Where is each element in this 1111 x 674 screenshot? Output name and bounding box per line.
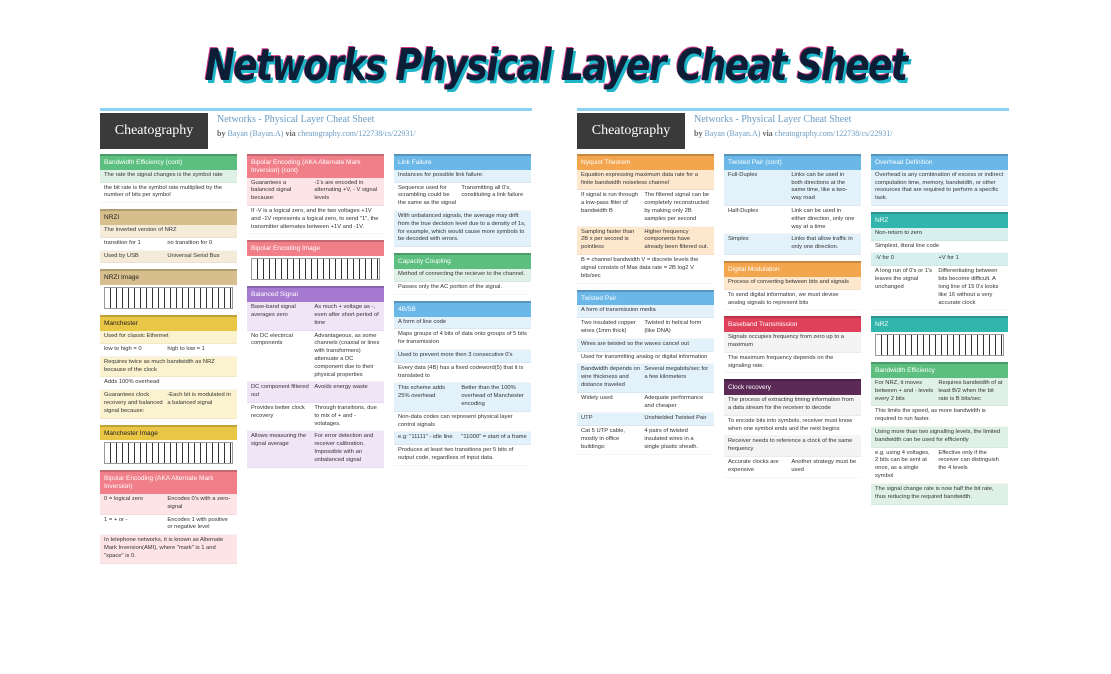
row-description: Link can be used in either direction, only one way at a time [791,208,855,230]
signal-diagram-image [251,258,380,280]
row-description: As much + voltage as -, even after short period of time [314,304,379,326]
section-box [100,209,237,263]
section-row [247,331,384,383]
section-row [871,406,1008,427]
sheet-header [100,108,532,152]
row-term: the bit rate is the symbol rate multiplied by the number of bits per symbol [104,184,222,199]
row-term: Process of converting between bits and signals [728,278,849,285]
section-box [394,301,531,466]
section-row [100,515,237,536]
row-term: This limits the speed, as more bandwidth is required to run faster. [875,408,986,423]
row-term: The inverted version of NRZ [104,227,177,234]
section-heading: Bandwidth Efficiency (cont) [100,154,237,170]
section-box [100,315,237,418]
row-term: Signals occupies frequency from zero up to a maximum [728,334,845,348]
row-term: Non-return to zero [875,229,923,236]
row-term: e.g. using 4 voltages, 2 bits can be sent at once, as a single symbol [875,449,930,480]
row-description: Twisted in helical form (like DNA) [644,320,702,334]
row-description: Several megabits/sec for a few kilometers [644,366,709,381]
section-box [100,425,237,465]
url-link[interactable]: cheatography.com/122738/cs/22931/ [774,129,893,138]
author-link[interactable]: Bayan (Bayan.A) [704,129,761,138]
row-term: No DC electrical components [251,332,293,347]
section-row [100,183,237,204]
row-term: The rate the signal changes is the symbol rate [104,171,223,178]
row-term: transition for 1 [104,239,141,246]
row-term: If signal is run through a low-pass filter of bandwidth B [581,192,639,215]
row-term: 1 = + or - [104,516,128,523]
section-row [577,339,714,352]
section-box [871,212,1008,310]
section-row [724,277,861,290]
row-term: A form of transmission media [581,307,656,314]
section-row [724,234,861,255]
section-box [100,154,237,203]
row-description: The filtered signal can be completely reconstructed by making only 2B samples per second [644,192,710,222]
row-term: B = channel bandwidth V = discrete levels the signal consists of Max data rate = 2B log2 V bits/sec [581,257,699,279]
row-term: Used to prevent more then 3 consecutive 0's [398,351,513,358]
row-term: Cat 5 UTP cable, mostly in office buildings: [581,428,626,450]
section-row [724,170,861,206]
row-term: A long run of 0's or 1's leaves the signal unchanged [875,268,932,290]
section-row [100,377,237,390]
section-heading: Baseband Transmission [724,316,861,332]
column-3 [394,154,531,472]
sheet-title[interactable]: Networks - Physical Layer Cheat Sheet [217,114,375,125]
page-title: Networks Physical Layer Cheat Sheet [204,40,907,91]
section-row [724,332,861,353]
section-row [100,390,237,418]
section-box [394,253,531,294]
row-term: 0 = logical zero [104,495,144,502]
section-heading: Manchester [100,315,237,331]
row-term: DC component filtered out [251,384,309,399]
row-term: -V for 0 [875,255,895,262]
row-term: Produces at least two transitions per 5 bits of output code, regardless of input data. [398,447,514,462]
row-description: Links can be used in both directions at the same time, like a two-way road [791,171,848,202]
section-heading: Overhead Definition [871,154,1008,170]
section-box [577,290,714,455]
section-heading: Manchester Image [100,425,237,441]
row-description: Through transitions, due to mix of + and - volatages. [314,405,377,427]
row-term: Method of connecting the reciever to the channel. [398,271,525,278]
row-term: Using more than two signalling levels, the limited bandwidth can be used for efficiently [875,429,1001,443]
section-row [394,383,531,411]
row-term: Sequence used for scrambling could be the same as the signal [398,184,457,207]
row-description: Adequate performance and cheaper [644,394,704,409]
row-term: A form of line code [398,318,447,325]
row-term: Sampling faster than 2B x per second is pointless [581,228,635,251]
row-term: Used for transmitting analog or digital information [581,353,708,360]
row-term: Accurate clocks are expensive [728,459,779,473]
row-term: Simplex [728,236,749,243]
column-2 [724,154,861,484]
row-term: Instances for possible link failure: [398,171,484,178]
row-description: Avoids energy waste [314,384,368,391]
row-description: Better than the 100% overhead of Manchester encoding [461,385,524,408]
section-box [871,362,1008,504]
section-row [100,251,237,264]
section-row [871,378,1008,406]
section-row [394,363,531,384]
section-row [724,353,861,374]
row-term: Two insulated copper wires (1mm thick) [581,320,636,334]
section-row [577,426,714,454]
section-row [100,344,237,357]
section-row [394,269,531,282]
section-box [100,470,237,563]
row-term: Simplest, literal line code [875,242,940,249]
section-row [724,395,861,416]
signal-diagram-image [104,287,233,309]
column-2 [247,154,384,474]
section-row [577,352,714,365]
row-term: Passes only the AC portion of the signal. [398,283,503,290]
sheet-header [577,108,1009,152]
section-row [724,436,861,457]
sheet-title[interactable]: Networks - Physical Layer Cheat Sheet [694,114,852,125]
row-term: Bandwidth depends on wire thickness and distance traveled [581,366,640,389]
section-row [394,329,531,350]
section-box [100,269,237,309]
section-row [100,238,237,251]
author-link[interactable]: Bayan (Bayan.A) [227,129,284,138]
section-box [724,316,861,373]
section-row [394,170,531,183]
section-row [871,170,1008,206]
section-row [100,535,237,563]
row-description: no transition for 0 [167,239,213,246]
row-term: low to high = 0 [104,345,142,352]
section-row [577,413,714,426]
section-row [871,427,1008,448]
row-term: If -V is a logical zero, and the two voltages +1V and -1V represents a logical zero, to send "1", the transmitter alternates between +1V and -1V. [251,208,379,230]
section-row [577,318,714,339]
row-term: The maximum frequency depends on the signaling rate. [728,354,834,369]
section-heading: NRZ [871,212,1008,228]
section-row [871,448,1008,484]
section-box [724,261,861,310]
section-row [394,445,531,466]
section-row [724,457,861,478]
section-row [577,190,714,226]
row-description: Higher frequency components have already been filtered out. [644,228,709,251]
section-heading: Link Failure [394,154,531,170]
section-row [394,211,531,247]
row-description: Effective only if the receiver can distinguish the 4 levels [938,449,999,472]
row-description: Another strategy must be used [791,459,857,473]
signal-diagram-image [875,334,1004,356]
row-description: Advantageous, as some channels (coaxial or lines with transformers) attenuate a DC component due to their physical properties [314,332,380,378]
url-link[interactable]: cheatography.com/122738/cs/22931/ [297,129,416,138]
row-description: "11000" = start of a frame [461,434,527,441]
row-term: UTP [581,415,593,422]
section-row [100,225,237,238]
section-row [871,241,1008,254]
section-row [577,305,714,318]
row-description: Encodes 0's with a zero-signal [167,495,231,510]
section-heading: Nyquist Theorem [577,154,714,170]
row-term: The process of extracting timing information from a data stream for the receiver to decode [728,397,854,411]
section-row [394,317,531,330]
row-term: For NRZ, it moves between + and - levels every 2 bits [875,379,934,402]
section-row [247,178,384,206]
section-heading: 4B/5B [394,301,531,317]
column-1 [100,154,237,570]
section-row [394,350,531,363]
section-heading: Twisted Pair (cont) [724,154,861,170]
row-description: Transmitting all 0's, constituting a link failure [461,184,524,199]
column-1 [577,154,714,461]
row-term: In telephone networks, it is known as Alternate Mark Inversion(AMI), where "mark" is 1 and "space" is 0. [104,537,224,559]
section-heading: NRZI Image [100,269,237,285]
row-description: For error detection and receiver calibration. Impossible with an unbalanced signal [314,433,374,463]
section-row [577,364,714,392]
row-term: This scheme adds 25% overhead [398,385,446,400]
section-heading: Capacity Coupling [394,253,531,269]
section-row [247,302,384,330]
section-box [394,154,531,247]
section-row [871,266,1008,310]
cheat-sheet-page-1 [100,108,532,660]
section-row [871,484,1008,505]
section-row [394,432,531,445]
section-row [394,183,531,211]
row-description: +V for 1 [938,255,959,262]
row-term: Used by USB [104,252,139,259]
row-term: Half-Duplex [728,208,759,215]
signal-diagram-image [104,442,233,464]
row-term: Maps groups of 4 bits of data onto groups of 5 bits for transmission [398,331,527,346]
section-heading: Balanced Signal [247,286,384,302]
row-term: Overhead is any combination of excess or indirect computation time, memory, bandwidth, or other resources that are required to perform a specific task. [875,171,1004,202]
row-term: Base-band signal averages zero [251,304,296,318]
section-row [394,282,531,295]
row-description: Requires bandwidth of at least B/2 when the bit rate is B bits/sec [938,379,1003,402]
sheet-byline: by Bayan (Bayan.A) via cheatography.com/122738/cs/22931/ [694,129,893,138]
section-heading: Bipolar Encoding Image [247,240,384,256]
row-description: high to low = 1 [167,345,205,352]
row-term: Guarantees a balanced signal because: [251,179,292,202]
section-row [100,357,237,378]
row-description: -Each bit is modulated in a balanced signal [167,392,231,406]
section-row [871,253,1008,266]
cheatography-logo[interactable]: Cheatography [100,113,208,149]
section-box [724,154,861,255]
section-row [100,170,237,183]
section-heading: Digital Modulation [724,261,861,277]
row-description: Encodes 1 with positive or negative level [167,516,228,531]
section-heading: NRZ [871,316,1008,332]
section-row [724,290,861,311]
section-row [724,416,861,437]
row-term: With unbalanced signals, the average may drift from the true decision level due to a density of 1s, for example, which would cause more symbols to be decoded with errors. [398,213,526,243]
row-term: Allows measuring the signal average [251,433,307,448]
row-term: To send digital information, we must devise analog signals to represent bits [728,291,839,306]
row-term: To encode bits into symbols, receiver must know when one symbol ends and the next begins [728,417,853,432]
section-row [577,393,714,414]
section-row [100,494,237,515]
row-description: Differentiating between bits become difficult. A long line of 15 0's looks like 16 without a very accurate clock [938,268,999,306]
row-term: Receiver needs to reference a clock of the same frequency [728,438,853,453]
row-description: Unshielded Twisted Pair [644,415,707,422]
row-term: Provides better clock recovery [251,405,305,419]
row-term: Guarantees clock recovery and balanced signal because: [104,392,163,414]
row-term: Widely used [581,394,613,401]
section-row [247,206,384,234]
row-term: Equation expressing maximum data rate for a finite bandwidth noiseless channel [581,171,698,186]
row-description: 4 pairs of twisted insulated wires in a single plastic sheath. [644,428,699,450]
column-3 [871,154,1008,511]
section-row [394,412,531,433]
section-row [247,382,384,403]
section-row [577,255,714,283]
section-row [100,331,237,344]
row-description: Universal Serial Bus [167,252,220,259]
section-row [247,431,384,467]
section-box [871,316,1008,356]
section-box [577,154,714,284]
row-term: The signal change rate is now half the bit rate, thus reducing the required bandwidth. [875,485,994,500]
section-heading: Clock recovery [724,379,861,395]
row-description: Links that allow traffic in only one direction. [791,236,853,251]
row-term: Wires are twisted so the waves cancel out [581,340,689,347]
section-box [247,154,384,234]
section-row [247,403,384,431]
row-term: Adds 100% overhead [104,379,160,386]
section-row [577,170,714,191]
section-heading: Bandwidth Efficiency [871,362,1008,378]
cheatography-logo[interactable]: Cheatography [577,113,685,149]
section-box [724,379,861,477]
row-term: Used for classic Ethernet [104,333,169,340]
sheet-byline: by Bayan (Bayan.A) via cheatography.com/122738/cs/22931/ [217,129,416,138]
row-term: Non-data codes can represent physical layer control signals [398,413,513,428]
row-term: e.g: "11111" - idle line [398,434,453,441]
section-box [247,286,384,467]
row-term: Full-Duplex [728,171,758,178]
row-term: Every data (4B) has a fixed codeword(5) that it is translated to [398,364,524,379]
row-term: Requires twice as much bandwidth as NRZ because of the clock [104,358,215,373]
section-row [577,227,714,255]
section-box [247,240,384,280]
section-row [871,228,1008,241]
cheat-sheet-page-2 [577,108,1009,588]
section-row [724,206,861,234]
section-heading: Twisted Pair [577,290,714,306]
section-heading: Bipolar Encoding (AKA Alternate Mark Inversion) (cont) [247,154,384,178]
row-description: -1's are encoded in alternating +V, - V signal levels [314,179,378,202]
section-heading: Bipolar Encoding (AKA Alternate Mark Inversion) [100,470,237,494]
section-heading: NRZI [100,209,237,225]
section-box [871,154,1008,206]
